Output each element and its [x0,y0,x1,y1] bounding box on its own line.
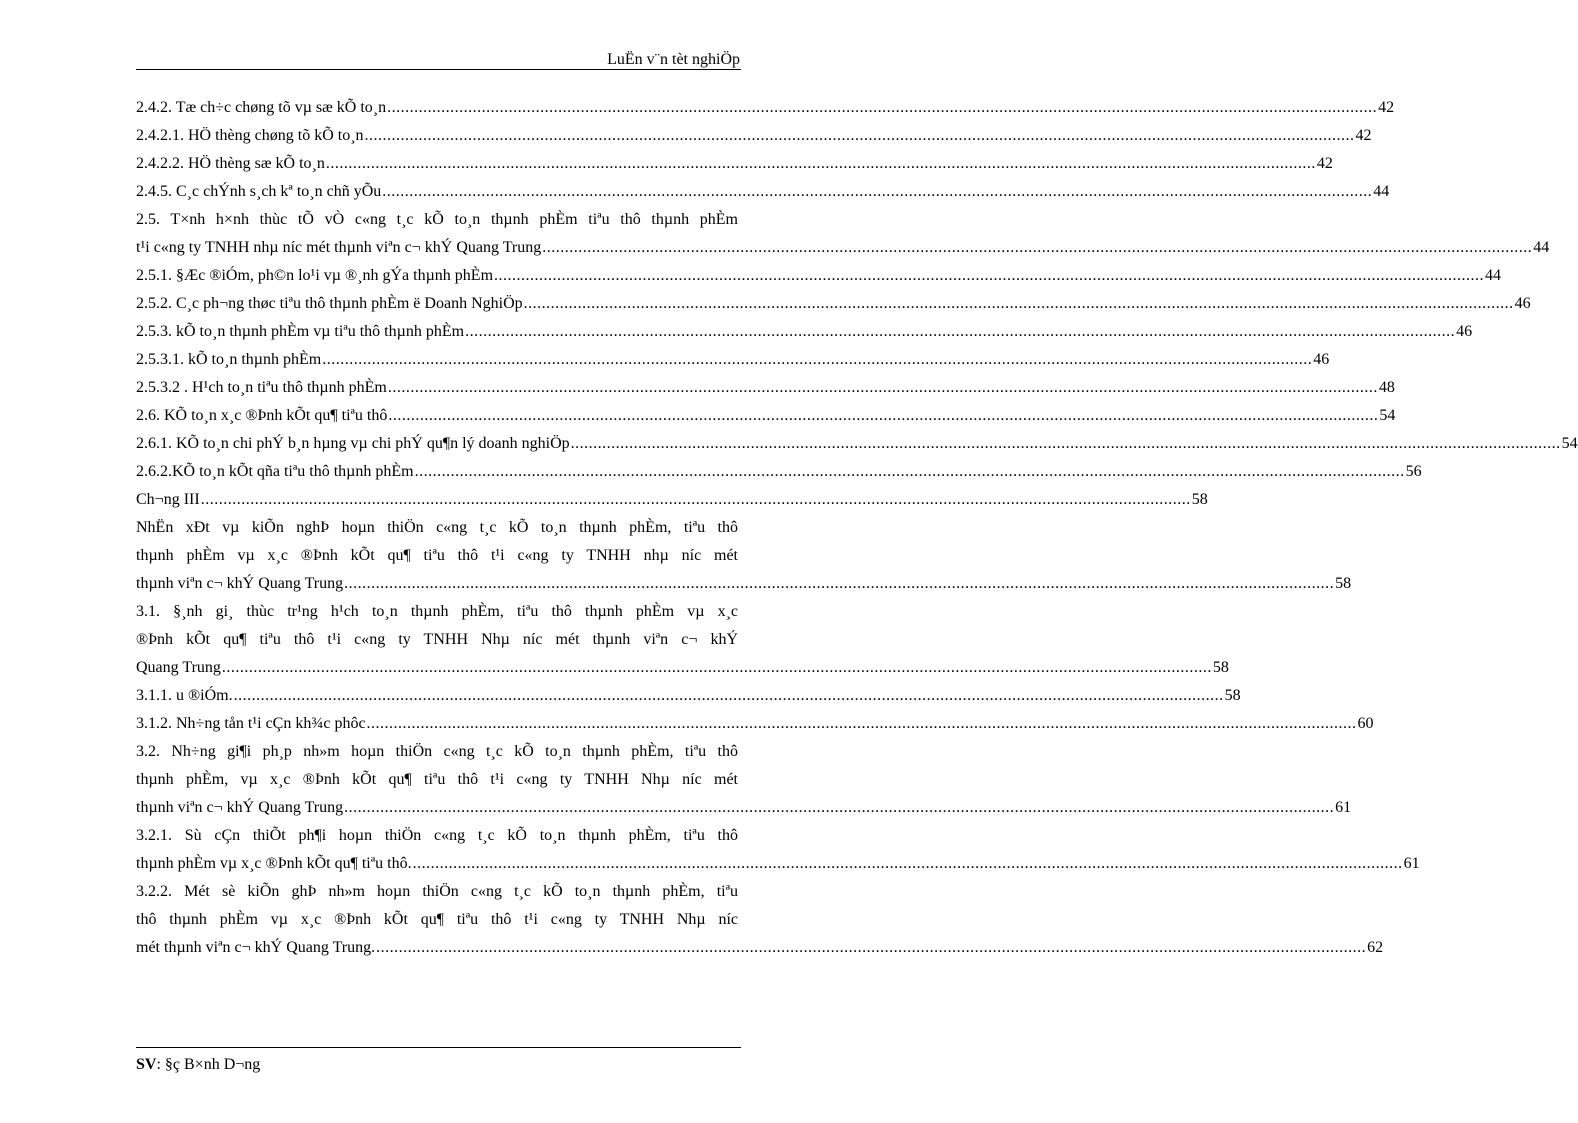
toc-leader-dots: ............................................................................................................................................................................................................................ [325,155,1316,172]
toc-leader-dots: ............................................................................................................................................................................................................................ [542,239,1533,256]
toc-leader-dots: ............................................................................................................................................................................................................................ [382,183,1373,200]
header-divider [136,69,741,70]
toc-entry-text: thµnh phÈm vµ x¸c ®Þnh kÕt qu¶ tiªu thô t¹i c«ng ty TNHH nhµ níc mét [136,547,738,564]
toc-entry [136,430,1578,458]
toc-entry [136,822,1420,878]
toc-entry-text: 3.2.1. Sù cÇn thiÕt ph¶i hoµn thiÖn c«ng t¸c kÕ to¸n thµnh phÈm, tiªu thô [136,827,738,844]
toc-entry [136,486,1208,514]
toc-page-number: 61 [1335,799,1352,816]
toc-entry [136,878,1384,962]
toc-page-number: 44 [1485,267,1502,284]
toc-leader-dots: ............................................................................................................................................................................................................................ [414,463,1405,480]
toc-page-number: 46 [1514,295,1531,312]
toc-leader-dots: ............................................................................................................................................................................................................................ [570,435,1561,452]
toc-entry-text: 2.5.2. C¸c ph¬ng thøc tiªu thô thµnh phÈm ë Doanh NghiÖp [136,295,523,312]
toc-entry-last-line [136,430,1578,458]
toc-leader-dots: ............................................................................................................................................................................................................................ [344,575,1335,592]
toc-entry [136,402,1396,430]
footer-label: SV [136,1056,157,1073]
toc-page-number: 58 [1212,659,1229,676]
toc-entry-last-line [136,346,1330,374]
toc-entry [136,598,1229,682]
toc-page-number: 46 [1313,351,1330,368]
toc-entry-text: 2.5.1. §Æc ®iÓm, ph©n lo¹i vµ ®¸nh gÝa thµnh phÈm [136,267,494,284]
toc-entry-last-line [136,710,1374,738]
toc-entry-text: thô thµnh phÈm vµ x¸c ®Þnh kÕt qu¶ tiªu thô t¹i c«ng ty TNHH Nhµ níc [136,911,738,928]
toc-page-number: 42 [1378,99,1395,116]
toc-entry-text: 3.1.2. Nh÷ng tån t¹i cÇn kh¾c phôc [136,715,366,732]
footer-divider [136,1047,741,1048]
toc-page-number: 42 [1316,155,1333,172]
toc-page-number: 58 [1224,687,1241,704]
toc-page-number: 54 [1379,407,1396,424]
toc-entry [136,122,1372,150]
toc-entry-last-line [136,150,1333,178]
toc-entry-last-line [136,654,1229,682]
toc-entry [136,738,1352,822]
toc-entry-text: 3.1.1. u ®iÓm. [136,687,233,704]
toc-leader-dots: ............................................................................................................................................................................................................................ [387,99,1378,116]
toc-entry [136,150,1333,178]
toc-entry-text: 2.5.3.2 . H¹ch to¸n tiªu thô thµnh phÈm [136,379,387,396]
toc-entry [136,458,1422,486]
toc-entry-text: 2.4.2.1. HÖ thèng chøng tõ kÕ to¸n [136,127,364,144]
toc-entry-text: 3.1. §¸nh gi¸ thùc tr¹ng h¹ch to¸n thµnh phÈm, tiªu thô thµnh phÈm vµ x¸c [136,603,738,620]
footer [136,1054,260,1076]
toc-entry [136,94,1395,122]
toc-entry-last-line [136,794,1352,822]
toc-entry-last-line [136,290,1531,318]
toc-entry-text: 2.5.3.1. kÕ to¸n thµnh phÈm [136,351,322,368]
toc-entry-text: Quang Trung [136,659,221,676]
toc-entry-last-line [136,486,1208,514]
toc-entry [136,206,1550,262]
toc-entry-text: thµnh phÈm vµ x¸c ®Þnh kÕt qu¶ tiªu thô. [136,855,412,872]
toc-entry-text: 3.2.2. Mét sè kiÕn ghÞ nh»m hoµn thiÖn c«ng t¸c kÕ to¸n thµnh phÈm, tiªu [136,883,738,900]
toc-leader-dots: ............................................................................................................................................................................................................................ [465,323,1456,340]
toc-entry-text: thµnh viªn c¬ khÝ Quang Trung [136,575,344,592]
toc-page-number: 58 [1191,491,1208,508]
toc-page-number: 48 [1378,379,1395,396]
toc-entry-text: t¹i c«ng ty TNHH nhµ níc mét thµnh viªn c¬ khÝ Quang Trung [136,239,542,256]
toc-leader-dots: ............................................................................................................................................................................................................................ [387,379,1378,396]
toc-leader-dots: ............................................................................................................................................................................................................................ [221,659,1212,676]
toc-leader-dots: ............................................................................................................................................................................................................................ [388,407,1379,424]
toc-entry-text: mét thµnh viªn c¬ khÝ Quang Trung. [136,939,376,956]
toc-entry-text: thµnh phÈm, vµ x¸c ®Þnh kÕt qu¶ tiªu thô t¹i c«ng ty TNHH Nhµ níc mét [136,771,738,788]
toc-entry-last-line [136,318,1473,346]
document-header-title: LuËn v¨n tèt nghiÖp [607,51,740,68]
toc-leader-dots: ............................................................................................................................................................................................................................ [233,687,1224,704]
toc-entry-last-line [136,570,1352,598]
toc-entry-text: 2.6. KÕ to¸n x¸c ®Þnh kÕt qu¶ tiªu thô [136,407,388,424]
toc-page-number: 61 [1403,855,1420,872]
toc-leader-dots: ............................................................................................................................................................................................................................ [366,715,1357,732]
toc-entry-text: 3.2. Nh÷ng gi¶i ph¸p nh»m hoµn thiÖn c«ng t¸c kÕ to¸n thµnh phÈm, tiªu thô [136,743,738,760]
toc-entry-last-line [136,402,1396,430]
toc-entry-text: 2.5. T×nh h×nh thùc tÕ vÒ c«ng t¸c kÕ to¸n thµnh phÈm tiªu thô thµnh phÈm [136,211,738,228]
toc-page-number: 44 [1533,239,1550,256]
toc-entry-text: 2.6.1. KÕ to¸n chi phÝ b¸n hµng vµ chi phÝ qu¶n lý doanh nghiÖp [136,435,570,452]
toc-leader-dots: ............................................................................................................................................................................................................................ [322,351,1313,368]
toc-page-number: 44 [1373,183,1390,200]
toc-entry [136,290,1531,318]
toc-entry-last-line [136,178,1390,206]
toc-entry-text: NhËn xÐt vµ kiÕn nghÞ hoµn thiÖn c«ng t¸c kÕ to¸n thµnh phÈm, tiªu thô [136,519,738,536]
toc-page-number: 60 [1357,715,1374,732]
toc-entry [136,710,1374,738]
toc-entry [136,178,1390,206]
toc-leader-dots: ............................................................................................................................................................................................................................ [376,939,1367,956]
toc-entry [136,346,1330,374]
toc-entry-last-line [136,234,1550,262]
toc-entry-text: 2.6.2.KÕ to¸n kÕt qña tiªu thô thµnh phÈm [136,463,414,480]
toc-page-number: 58 [1335,575,1352,592]
toc-leader-dots: ............................................................................................................................................................................................................................ [494,267,1485,284]
toc-entry [136,682,1241,710]
toc-entry-last-line [136,374,1395,402]
toc-entry-last-line [136,850,1420,878]
toc-entry-text: 2.5.3. kÕ to¸n thµnh phÈm vµ tiªu thô thµnh phÈm [136,323,465,340]
toc-page-number: 62 [1367,939,1384,956]
table-of-contents [136,94,1578,962]
toc-leader-dots: ............................................................................................................................................................................................................................ [364,127,1355,144]
toc-entry-last-line [136,94,1395,122]
toc-entry-last-line [136,122,1372,150]
toc-page-number: 56 [1405,463,1422,480]
toc-leader-dots: ............................................................................................................................................................................................................................ [412,855,1403,872]
toc-entry-last-line [136,934,1384,962]
toc-entry [136,318,1473,346]
toc-entry-text: thµnh viªn c¬ khÝ Quang Trung [136,799,344,816]
toc-entry-text: 2.4.2. Tæ ch÷c chøng tõ vµ sæ kÕ to¸n [136,99,387,116]
toc-entry [136,514,1352,598]
toc-entry [136,374,1395,402]
toc-leader-dots: ............................................................................................................................................................................................................................ [200,491,1191,508]
toc-entry-last-line [136,458,1422,486]
toc-leader-dots: ............................................................................................................................................................................................................................ [523,295,1514,312]
toc-entry [136,262,1502,290]
toc-entry-text: ®Þnh kÕt qu¶ tiªu thô t¹i c«ng ty TNHH Nhµ níc mét thµnh viªn c¬ khÝ [136,631,738,648]
toc-entry-last-line [136,682,1241,710]
toc-page-number: 46 [1456,323,1473,340]
toc-entry-last-line [136,262,1502,290]
toc-entry-text: 2.4.2.2. HÖ thèng sæ kÕ to¸n [136,155,325,172]
toc-page-number: 54 [1561,435,1578,452]
footer-student-name: : §ç B×nh D¬ng [156,1056,261,1073]
toc-leader-dots: ............................................................................................................................................................................................................................ [344,799,1335,816]
toc-entry-text: Ch¬ng III [136,491,200,508]
toc-page-number: 42 [1355,127,1372,144]
toc-entry-text: 2.4.5. C¸c chÝnh s¸ch kª to¸n chñ yÕu [136,183,382,200]
